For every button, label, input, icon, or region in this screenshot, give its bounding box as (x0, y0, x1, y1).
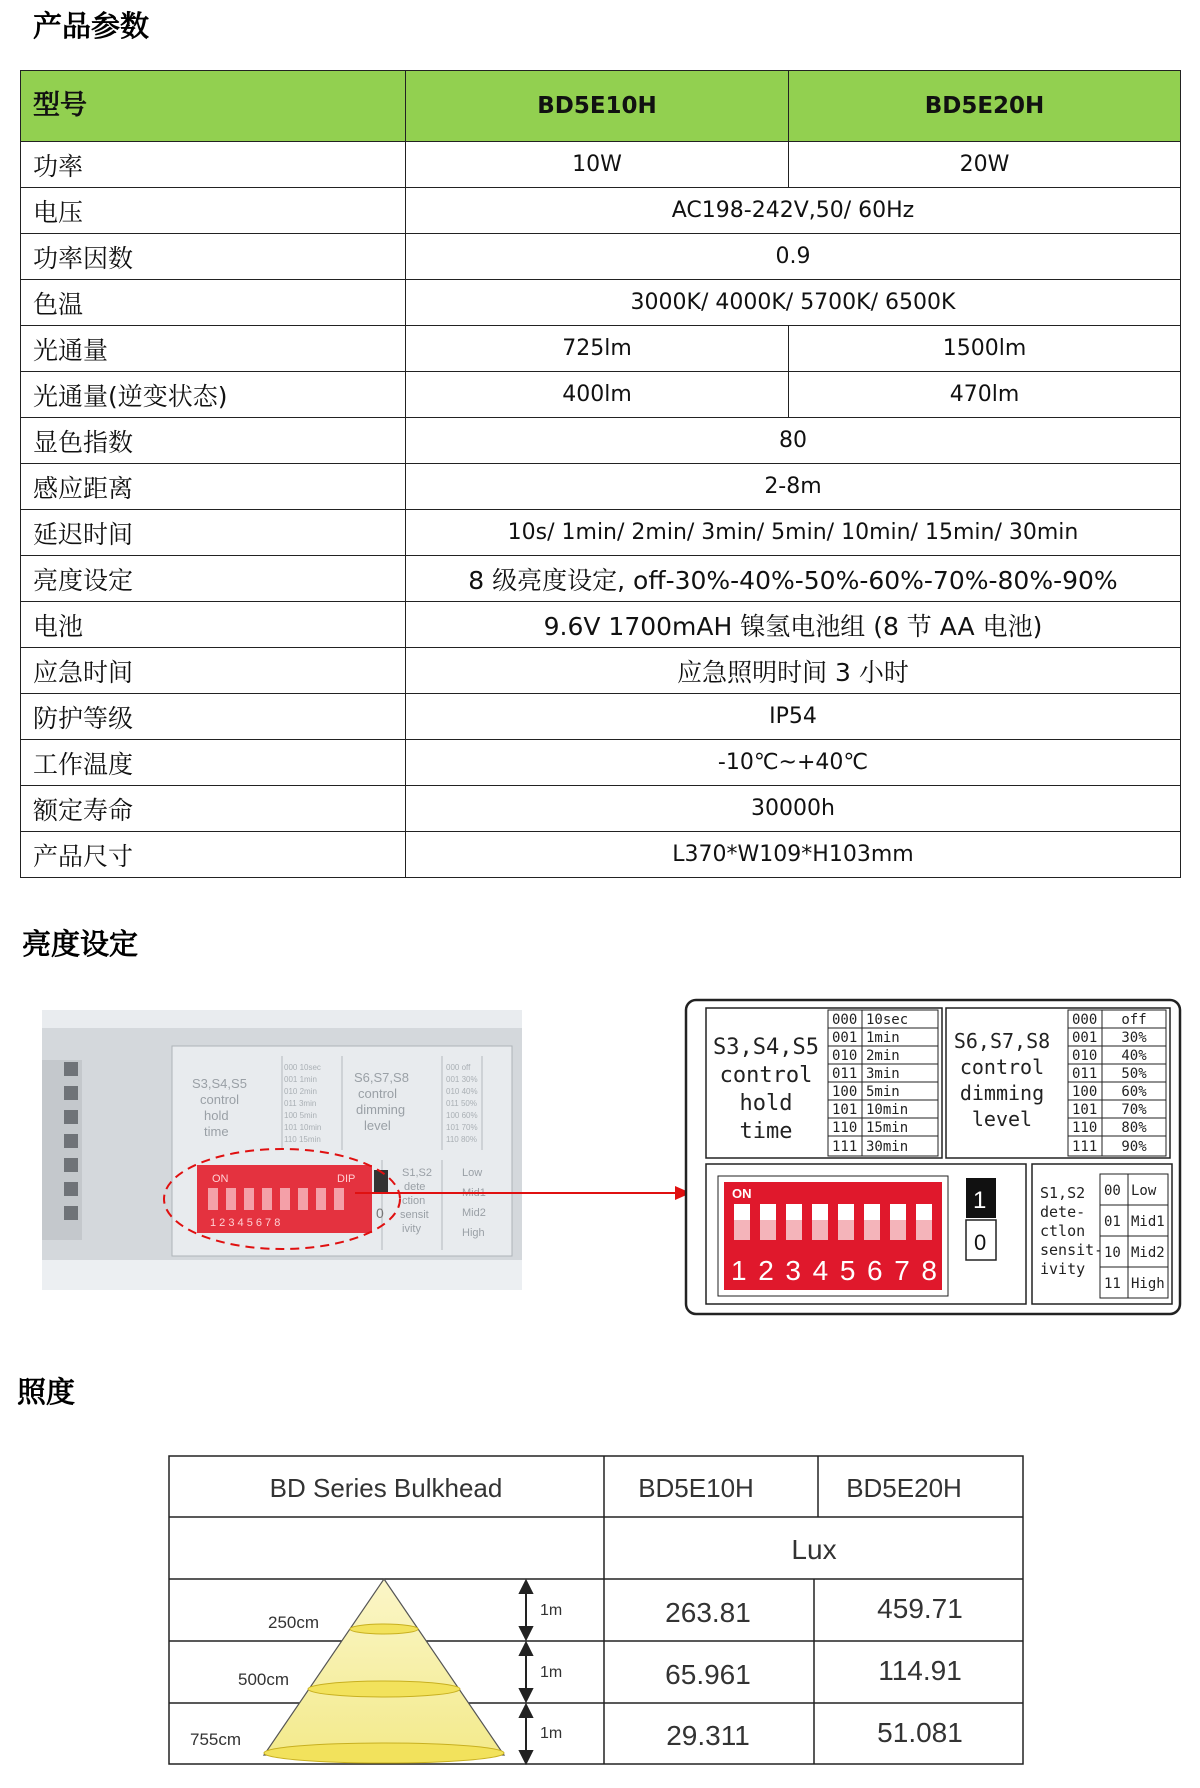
spec-row (21, 188, 1181, 234)
spec-value: L370*W109*H103mm (406, 832, 1181, 878)
spec-value: 725lm (406, 326, 789, 372)
spec-label: 感应距离 (21, 464, 406, 510)
sens-value: High (1131, 1276, 1165, 1292)
lux-value: 65.961 (665, 1659, 751, 1690)
hold-title: control (719, 1063, 813, 1088)
photo-hold-title: S3,S4,S5 (192, 1076, 247, 1091)
photo-sens-title: ivity (402, 1223, 421, 1235)
spec-value: 3000K/ 4000K/ 5700K/ 6500K (406, 280, 1181, 326)
lux-value: 51.081 (877, 1717, 963, 1748)
sens-code: 00 (1104, 1183, 1121, 1199)
lux-title: BD Series Bulkhead (269, 1473, 503, 1503)
sens-title: S1,S2 (1040, 1184, 1086, 1202)
dim-value: 80% (1121, 1120, 1147, 1136)
svg-text:011 3min: 011 3min (284, 1099, 317, 1108)
hold-title: time (739, 1119, 793, 1144)
spec-label: 亮度设定 (21, 556, 406, 602)
dim-value: 90% (1121, 1139, 1147, 1155)
photo-sens-title: sensit (400, 1209, 429, 1221)
hold-code: 000 (832, 1012, 858, 1028)
dim-value: 40% (1121, 1048, 1147, 1064)
section-title-brightness: 亮度设定 (22, 927, 139, 961)
sens-value: Low (1131, 1183, 1157, 1199)
spec-label: 功率 (21, 142, 406, 188)
spec-row (21, 418, 1181, 464)
hold-code: 111 (832, 1139, 858, 1155)
spec-row (21, 234, 1181, 280)
spec-row (21, 694, 1181, 740)
spec-row (21, 786, 1181, 832)
spec-value: 30000h (406, 786, 1181, 832)
svg-text:010 2min: 010 2min (284, 1087, 317, 1096)
spec-value: 应急照明时间 3 小时 (406, 648, 1181, 694)
hold-code: 110 (832, 1120, 858, 1136)
spec-header-row (21, 71, 1181, 142)
hold-value: 3min (866, 1066, 900, 1082)
spec-value: 9.6V 1700mAH 镍氢电池组 (8 节 AA 电池) (406, 602, 1181, 648)
cone-height-label: 1m (540, 1602, 563, 1619)
spec-label: 额定寿命 (21, 786, 406, 832)
hold-code: 011 (832, 1066, 858, 1082)
cone-height-label: 1m (540, 1725, 563, 1742)
sens-code: 11 (1104, 1276, 1121, 1292)
spec-value: 80 (406, 418, 1181, 464)
photo-sens-title: ction (402, 1195, 426, 1207)
spec-model-2: BD5E20H (789, 71, 1181, 142)
spec-table (20, 70, 1181, 878)
svg-text:001 30%: 001 30% (446, 1075, 478, 1084)
svg-text:100 60%: 100 60% (446, 1111, 478, 1120)
photo-sens-value: High (462, 1227, 485, 1239)
sens-code: 01 (1104, 1214, 1121, 1230)
sens-title: dete- (1040, 1203, 1086, 1221)
lux-value: 29.311 (666, 1720, 750, 1751)
photo-hold-title: time (204, 1124, 229, 1139)
spec-value: AC198-242V,50/ 60Hz (406, 188, 1181, 234)
dim-title: control (959, 1055, 1045, 1079)
hold-code: 001 (832, 1030, 858, 1046)
svg-text:010 40%: 010 40% (446, 1087, 478, 1096)
spec-row (21, 740, 1181, 786)
sens-title: ivity (1040, 1260, 1086, 1278)
spec-value: 2-8m (406, 464, 1181, 510)
dim-code: 001 (1072, 1030, 1098, 1046)
dim-value: 60% (1121, 1084, 1147, 1100)
photo-dip-label: DIP (337, 1173, 356, 1185)
product-photo (42, 1010, 522, 1290)
hold-value: 15min (866, 1120, 909, 1136)
spec-label: 功率因数 (21, 234, 406, 280)
dim-title: S6,S7,S8 (953, 1029, 1051, 1053)
photo-sens-value: Low (462, 1167, 483, 1179)
hold-value: 10sec (866, 1012, 909, 1028)
photo-sens-value: Mid1 (462, 1187, 486, 1199)
dim-code: 010 (1072, 1048, 1098, 1064)
cone-diameter-label: 500cm (238, 1670, 290, 1689)
hold-code: 100 (832, 1084, 858, 1100)
spec-header-label: 型号 (21, 71, 406, 142)
spec-value: 400lm (406, 372, 789, 418)
spec-value: 20W (789, 142, 1181, 188)
spec-label: 工作温度 (21, 740, 406, 786)
photo-hold-title: control (200, 1092, 240, 1107)
svg-text:101 10min: 101 10min (284, 1123, 322, 1132)
lux-table (168, 1455, 1024, 1765)
dim-code: 111 (1072, 1139, 1098, 1155)
arrow-icon (355, 1178, 695, 1208)
hold-value: 1min (866, 1030, 900, 1046)
spec-label: 应急时间 (21, 648, 406, 694)
svg-text:011 50%: 011 50% (446, 1099, 477, 1108)
dim-title: dimming (959, 1081, 1045, 1105)
cone-diameter-label: 250cm (268, 1613, 320, 1632)
section-title-params: 产品参数 (33, 9, 150, 43)
photo-dim-title: dimming (356, 1102, 406, 1117)
hold-title: hold (739, 1091, 793, 1116)
photo-dim-title: S6,S7,S8 (354, 1070, 409, 1085)
switch-one-label: 1 (973, 1187, 987, 1214)
spec-label: 光通量(逆变状态) (21, 372, 406, 418)
spec-row (21, 464, 1181, 510)
photo-dim-title: control (358, 1086, 398, 1101)
photo-sens-title: S1,S2 (402, 1167, 432, 1179)
lux-value: 459.71 (877, 1593, 963, 1624)
dim-code: 110 (1072, 1120, 1098, 1136)
spec-model-1: BD5E10H (406, 71, 789, 142)
dim-value: 30% (1121, 1030, 1147, 1046)
dim-title: level (971, 1107, 1033, 1131)
spec-label: 延迟时间 (21, 510, 406, 556)
spec-row (21, 556, 1181, 602)
spec-label: 显色指数 (21, 418, 406, 464)
spec-row (21, 372, 1181, 418)
dim-code: 011 (1072, 1066, 1098, 1082)
cone-diameter-label: 755cm (190, 1730, 242, 1749)
dim-code: 000 (1072, 1012, 1098, 1028)
sens-title: sensit- (1040, 1241, 1104, 1259)
sens-value: Mid1 (1131, 1214, 1165, 1230)
spec-label: 电池 (21, 602, 406, 648)
svg-text:000 10sec: 000 10sec (284, 1063, 321, 1072)
spec-row (21, 602, 1181, 648)
svg-text:101 70%: 101 70% (446, 1123, 478, 1132)
dip-switch-diagram (684, 998, 1182, 1316)
photo-on-label: ON (212, 1173, 229, 1185)
hold-value: 10min (866, 1102, 909, 1118)
svg-text:0: 0 (376, 1205, 384, 1221)
svg-text:000 off: 000 off (446, 1063, 471, 1072)
spec-value: 0.9 (406, 234, 1181, 280)
lux-model-1: BD5E10H (638, 1473, 754, 1503)
spec-row (21, 510, 1181, 556)
hold-title: S3,S4,S5 (713, 1035, 819, 1060)
photo-switch-numbers: 1 2 3 4 5 6 7 8 (210, 1217, 281, 1229)
hold-value: 5min (866, 1084, 900, 1100)
photo-dim-title: level (364, 1118, 391, 1133)
spec-row (21, 142, 1181, 188)
spec-value: 1500lm (789, 326, 1181, 372)
lux-model-2: BD5E20H (846, 1473, 962, 1503)
hold-code: 101 (832, 1102, 858, 1118)
spec-row (21, 648, 1181, 694)
spec-label: 色温 (21, 280, 406, 326)
sens-code: 10 (1104, 1245, 1121, 1261)
lux-value: 114.91 (878, 1655, 962, 1686)
svg-text:110 80%: 110 80% (446, 1135, 477, 1144)
dim-value: 50% (1121, 1066, 1147, 1082)
sens-title: ctlon (1040, 1222, 1086, 1240)
dim-code: 101 (1072, 1102, 1098, 1118)
sens-value: Mid2 (1131, 1245, 1165, 1261)
hold-code: 010 (832, 1048, 858, 1064)
spec-value: 10s/ 1min/ 2min/ 3min/ 5min/ 10min/ 15min/ 30min (406, 510, 1181, 556)
spec-value: IP54 (406, 694, 1181, 740)
photo-sens-title: dete (404, 1181, 426, 1193)
spec-value: 470lm (789, 372, 1181, 418)
hold-value: 2min (866, 1048, 900, 1064)
spec-row (21, 326, 1181, 372)
lux-unit: Lux (791, 1534, 837, 1565)
svg-text:110 15min: 110 15min (284, 1135, 321, 1144)
spec-value: 8 级亮度设定, off-30%-40%-50%-60%-70%-80%-90% (406, 556, 1181, 602)
spec-row (21, 280, 1181, 326)
svg-text:100 5min: 100 5min (284, 1111, 317, 1120)
cone-height-label: 1m (540, 1664, 563, 1681)
lux-value: 263.81 (665, 1597, 751, 1628)
switch-on-label: ON (732, 1186, 752, 1201)
spec-row (21, 832, 1181, 878)
spec-label: 产品尺寸 (21, 832, 406, 878)
svg-text:001 1min: 001 1min (284, 1075, 317, 1084)
hold-value: 30min (866, 1139, 909, 1155)
switch-numbers: 12345678 (731, 1255, 937, 1286)
switch-zero-label: 0 (974, 1230, 987, 1255)
dim-code: 100 (1072, 1084, 1098, 1100)
photo-sens-value: Mid2 (462, 1207, 486, 1219)
spec-label: 电压 (21, 188, 406, 234)
spec-value: 10W (406, 142, 789, 188)
photo-hold-title: hold (204, 1108, 229, 1123)
spec-value: -10℃~+40℃ (406, 740, 1181, 786)
dim-value: 70% (1121, 1102, 1147, 1118)
section-title-illuminance: 照度 (17, 1375, 76, 1409)
dim-value: off (1121, 1012, 1147, 1028)
spec-label: 光通量 (21, 326, 406, 372)
spec-label: 防护等级 (21, 694, 406, 740)
